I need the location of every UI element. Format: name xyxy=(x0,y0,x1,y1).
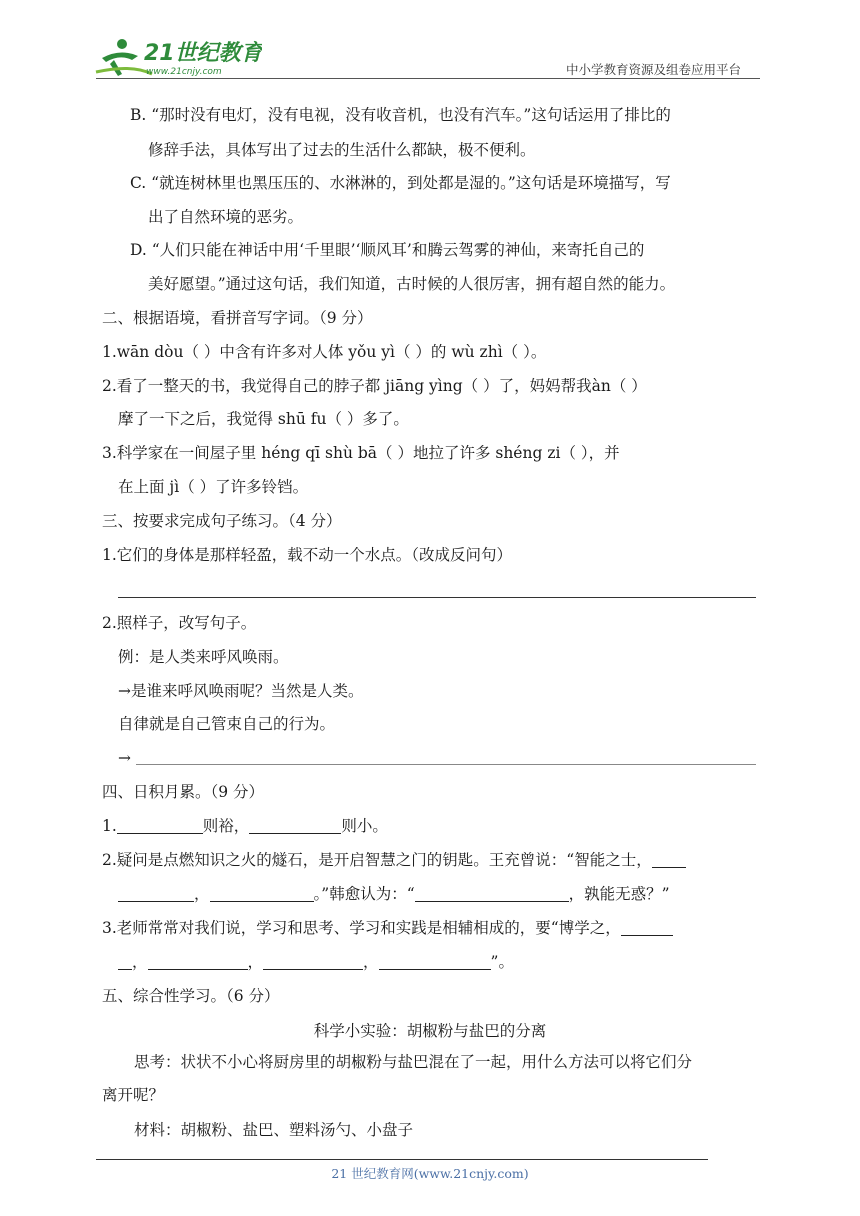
blank[interactable] xyxy=(148,953,248,970)
section3-sentence: 自律就是自己管束自己的行为。 xyxy=(118,715,336,733)
blank[interactable] xyxy=(652,851,686,868)
blank[interactable] xyxy=(117,817,203,834)
q1-text-2: 则小。 xyxy=(341,817,388,835)
blank[interactable] xyxy=(379,953,491,970)
section2-q2-line2: 摩了一下之后，我觉得 shū fu（ ）多了。 xyxy=(118,410,409,428)
option-b-line2: 修辞手法，具体写出了过去的生活什么都缺，极不便利。 xyxy=(148,141,536,159)
option-d-line2: 美好愿望。”通过这句话，我们知道，古时候的人很厉害，拥有超自然的能力。 xyxy=(148,275,676,293)
brand-logo xyxy=(92,34,262,80)
footer-divider xyxy=(96,1159,708,1160)
option-d-line1: D. “人们只能在神话中用‘千里眼’‘顺风耳’和腾云驾雾的神仙，来寄托自己的 xyxy=(130,241,645,259)
answer-line-q2[interactable] xyxy=(136,764,756,765)
q1-number: 1. xyxy=(102,817,117,835)
section3-q1: 1.它们的身体是那样轻盈，载不动一个水点。（改成反问句） xyxy=(102,546,513,564)
q2-text-3: ，孰能无惑？” xyxy=(568,885,670,903)
blank[interactable] xyxy=(621,919,673,936)
footer-text[interactable]: 21 世纪教育网(www.21cnjy.com) xyxy=(331,1166,529,1181)
blank[interactable] xyxy=(118,885,194,902)
section4-q2-line1 xyxy=(102,850,686,870)
comma: ， xyxy=(247,953,264,971)
comma: ， xyxy=(363,953,379,971)
section2-q2-line1: 2.看了一整天的书，我觉得自己的脖子都 jiāng yìng（ ）了，妈妈帮我àn（ ） xyxy=(102,377,647,395)
section2-q1: 1.wān dòu（ ）中含有许多对人体 yǒu yì（ ）的 wù zhì（ ）。 xyxy=(102,343,547,361)
blank[interactable] xyxy=(249,817,341,834)
section4-q1 xyxy=(102,816,388,836)
q2-text: 2.疑问是点燃知识之火的燧石，是开启智慧之门的钥匙。王充曾说：“智能之士， xyxy=(102,851,652,869)
blank[interactable] xyxy=(415,885,569,902)
comma: ， xyxy=(132,953,148,971)
materials-line: 材料：胡椒粉、盐巴、塑料汤勺、小盘子 xyxy=(134,1121,414,1139)
section2-q3-line1: 3.科学家在一间屋子里 héng qī shù bā（ ）地拉了许多 shéng zi（ ），并 xyxy=(102,444,620,462)
section2-title: 二、根据语境，看拼音写字词。（9 分） xyxy=(102,309,373,327)
section3-title: 三、按要求完成句子练习。（4 分） xyxy=(102,512,342,530)
section4-q2-line2 xyxy=(118,884,670,904)
section4-title: 四、日积月累。（9 分） xyxy=(102,783,265,801)
section3-example-answer: →是谁来呼风唤雨呢？当然是人类。 xyxy=(118,682,364,700)
blank[interactable] xyxy=(210,885,314,902)
q2-text-2: 。”韩愈认为：“ xyxy=(313,885,415,903)
arrow-icon: → xyxy=(118,749,131,767)
section5-title: 五、综合性学习。（6 分） xyxy=(102,987,280,1005)
svg-text:www.21cnjy.com: www.21cnjy.com xyxy=(146,67,222,77)
think-line1: 思考：状状不小心将厨房里的胡椒粉与盐巴混在了一起，用什么方法可以将它们分 xyxy=(134,1053,693,1071)
section3-q2: 2.照样子，改写句子。 xyxy=(102,614,257,632)
section2-q3-line2: 在上面 jì（ ）了许多铃铛。 xyxy=(118,478,309,496)
q1-text-1: 则裕， xyxy=(202,817,250,835)
q3-text: 3.老师常常对我们说，学习和思考、学习和实践是相辅相成的，要“博学之， xyxy=(102,919,621,937)
option-c-line2: 出了自然环境的恶劣。 xyxy=(148,208,304,226)
answer-line-q1[interactable] xyxy=(118,597,756,598)
section4-q3-line2 xyxy=(118,952,514,972)
comma: ， xyxy=(194,885,210,903)
blank[interactable] xyxy=(118,953,132,970)
section4-q3-line1 xyxy=(102,918,673,938)
section3-example: 例：是人类来呼风唤雨。 xyxy=(118,648,289,666)
option-c-line1: C. “就连树林里也黑压压的、水淋淋的，到处都是湿的。”这句话是环境描写，写 xyxy=(130,174,671,192)
svg-text:21世纪教育: 21世纪教育 xyxy=(144,41,262,66)
option-b-line1: B. “那时没有电灯，没有电视，没有收音机，也没有汽车。”这句话运用了排比的 xyxy=(130,106,671,124)
q3-end: ”。 xyxy=(490,953,514,971)
header-platform-text: 中小学教育资源及组卷应用平台 xyxy=(566,62,742,77)
blank[interactable] xyxy=(263,953,363,970)
experiment-title: 科学小实验：胡椒粉与盐巴的分离 xyxy=(313,1022,547,1040)
think-line2: 离开呢？ xyxy=(102,1086,165,1104)
header-divider xyxy=(96,78,760,79)
